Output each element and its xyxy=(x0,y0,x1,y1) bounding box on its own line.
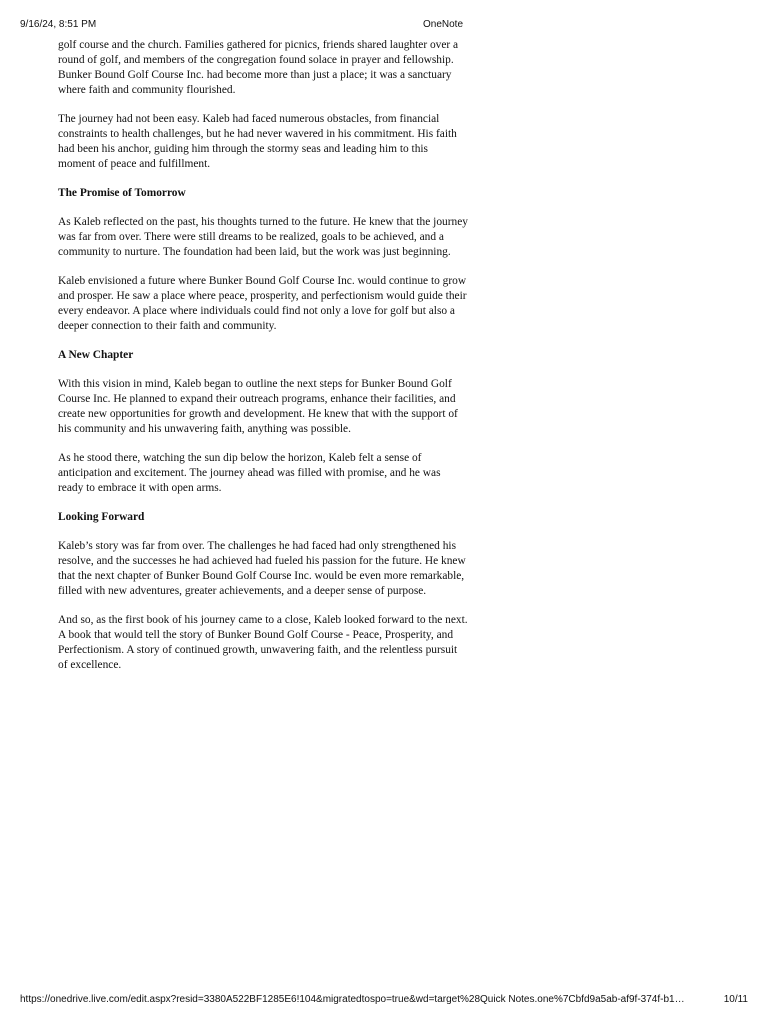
section-heading-promise-of-tomorrow: The Promise of Tomorrow xyxy=(58,187,186,199)
paragraph-4: Kaleb envisioned a future where Bunker Bound Golf Course Inc. would continue to grow and prosper. He saw a place where peace, prosperity, and perfectionism would guide their every endeavor. A place where individuals could find not only a love for golf but also a deeper connection to their faith and community. xyxy=(58,275,467,332)
print-datetime: 9/16/24, 8:51 PM xyxy=(20,19,97,30)
paragraph-8: And so, as the first book of his journey came to a close, Kaleb looked forward to the next. A book that would tell the story of Bunker Bound Golf Course - Peace, Prosperity, and Perfectionism. A story of continued growth, unwavering faith, and the relentless pursuit of excellence. xyxy=(58,614,468,671)
print-header xyxy=(20,18,748,32)
print-url: https://onedrive.live.com/edit.aspx?resid=3380A522BF1285E6!104&migratedtospo=true&wd=target%28Quick Notes.one%7Cbfd9a5ab-af9f-374f-b1… xyxy=(20,994,685,1005)
print-app-name: OneNote xyxy=(423,19,464,30)
page-content xyxy=(58,38,468,687)
paragraph-1: golf course and the church. Families gathered for picnics, friends shared laughter over a round of golf, and members of the congregation found solace in prayer and fellowship. Bunker Bound Golf Course Inc. had become more than just a place; it was a sanctuary where faith and community flourished. xyxy=(58,39,459,96)
paragraph-2: The journey had not been easy. Kaleb had faced numerous obstacles, from financial constraints to health challenges, but he had never wavered in his commitment. His faith had been his anchor, guiding him through the stormy seas and leading him to this moment of peace and fulfillment. xyxy=(58,113,457,170)
page-number: 10/11 xyxy=(723,994,748,1005)
section-heading-new-chapter: A New Chapter xyxy=(58,349,134,361)
section-heading-looking-forward: Looking Forward xyxy=(58,511,145,523)
paragraph-5: With this vision in mind, Kaleb began to outline the next steps for Bunker Bound Golf Course Inc. He planned to expand their outreach programs, enhance their facilities, and create new opportunities for growth and development. He knew that with the support of his community and his unwavering faith, anything was possible. xyxy=(58,378,458,435)
paragraph-7: Kaleb’s story was far from over. The challenges he had faced had only strengthened his resolve, and the successes he had achieved had fueled his passion for the future. He knew that the next chapter of Bunker Bound Golf Course Inc. would be even more remarkable, filled with new adventures, greater achievements, and a deeper sense of purpose. xyxy=(58,540,466,597)
print-footer xyxy=(20,993,748,1007)
paragraph-3: As Kaleb reflected on the past, his thoughts turned to the future. He knew that the journey was far from over. There were still dreams to be realized, goals to be achieved, and a community to nurture. The foundation had been laid, but the work was just beginning. xyxy=(58,216,468,258)
paragraph-6: As he stood there, watching the sun dip below the horizon, Kaleb felt a sense of anticipation and excitement. The journey ahead was filled with promise, and he was ready to embrace it with open arms. xyxy=(58,452,441,494)
